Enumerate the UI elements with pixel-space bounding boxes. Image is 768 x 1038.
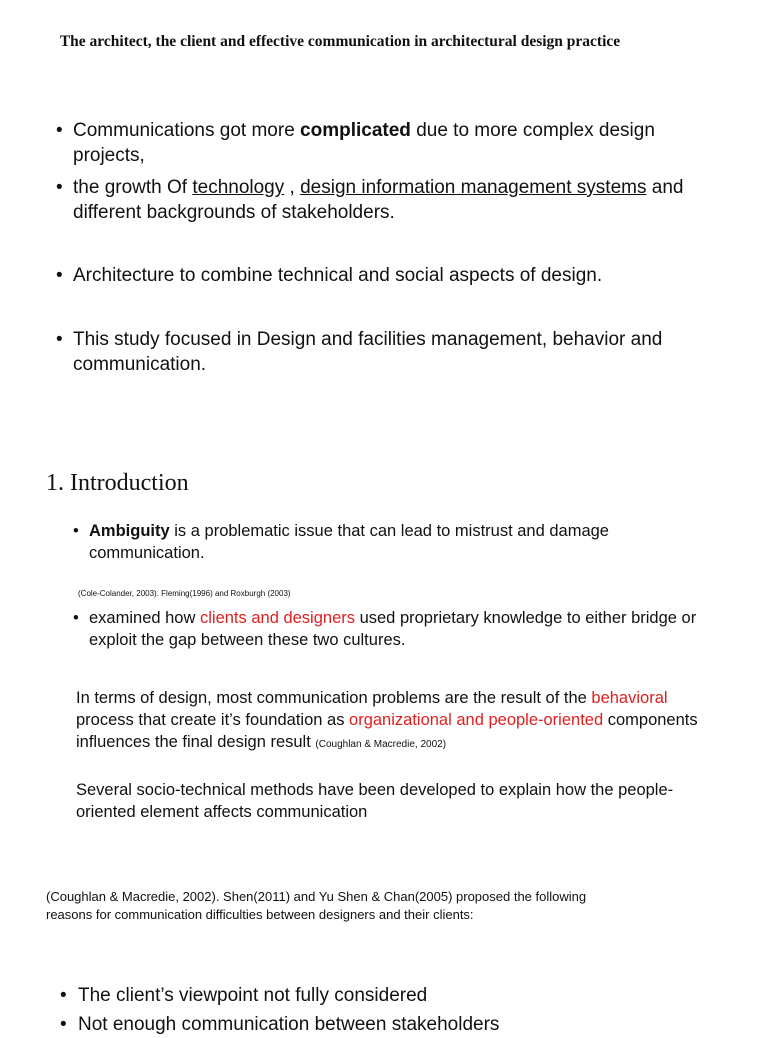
bullet-text: the growth Of	[73, 177, 193, 198]
bullet-text: and different backgrounds of stakeholders.	[73, 177, 684, 223]
paragraph-sociotechnical: Several socio-technical methods have been developed to explain how the people-oriented element affects communication	[76, 781, 674, 821]
highlight-text: organizational and people-oriented	[349, 711, 604, 729]
inline-citation: (Coughlan & Macredie, 2002)	[315, 739, 447, 750]
bullet-glyph: •	[56, 329, 63, 350]
paragraph-text: In terms of design, most communication problems are the result of the	[76, 689, 592, 707]
bullet-text: used proprietary knowledge to either bridge or exploit the gap between these two cultures.	[89, 609, 697, 649]
bullet-text: examined how	[89, 609, 200, 627]
bullet-text: due to more complex design projects,	[73, 120, 655, 166]
design-info-systems-link[interactable]: design information management systems	[300, 177, 647, 198]
paragraph-text: process that create it’s foundation as	[76, 711, 350, 729]
bullet-glyph: •	[60, 985, 67, 1006]
bullet-glyph: •	[56, 120, 63, 141]
citation-note: (Cole-Colander, 2003). Fleming(1996) and Roxburgh (2003)	[78, 589, 291, 598]
bullet-glyph: •	[56, 177, 63, 198]
document-title: The architect, the client and effective communication in architectural design practice	[59, 33, 621, 50]
paragraph-text: components influences the final design result	[76, 711, 698, 751]
bullet-text: ,	[284, 177, 301, 198]
bullet-text: is a problematic issue that can lead to mistrust and damage communication.	[89, 522, 609, 562]
paragraph-reasons: (Coughlan & Macredie, 2002). Shen(2011) and Yu Shen & Chan(2005) proposed the following reasons for communication difficulties between designers and their clients:	[46, 889, 587, 922]
bullet-text: The client’s viewpoint not fully considered	[78, 985, 428, 1006]
highlight-text: behavioral	[591, 689, 668, 707]
highlight-text: clients and designers	[199, 609, 355, 627]
bullet-text: This study focused in Design and facilities management, behavior and communication.	[73, 329, 663, 375]
bullet-glyph: •	[73, 522, 79, 540]
bullet-text: Not enough communication between stakeholders	[78, 1014, 500, 1035]
bullet-glyph: •	[73, 609, 79, 627]
bullet-text: Communications got more	[73, 120, 301, 141]
section-heading: 1. Introduction	[46, 470, 189, 496]
bullet-glyph: •	[60, 1014, 67, 1035]
technology-link[interactable]: technology	[192, 177, 285, 198]
bullet-bold-text: complicated	[300, 120, 411, 141]
paragraph-behavioral	[76, 687, 706, 756]
bullet-text: Architecture to combine technical and social aspects of design.	[73, 265, 603, 286]
bullet-bold-text: Ambiguity	[89, 522, 170, 540]
bullet-glyph: •	[56, 265, 63, 286]
